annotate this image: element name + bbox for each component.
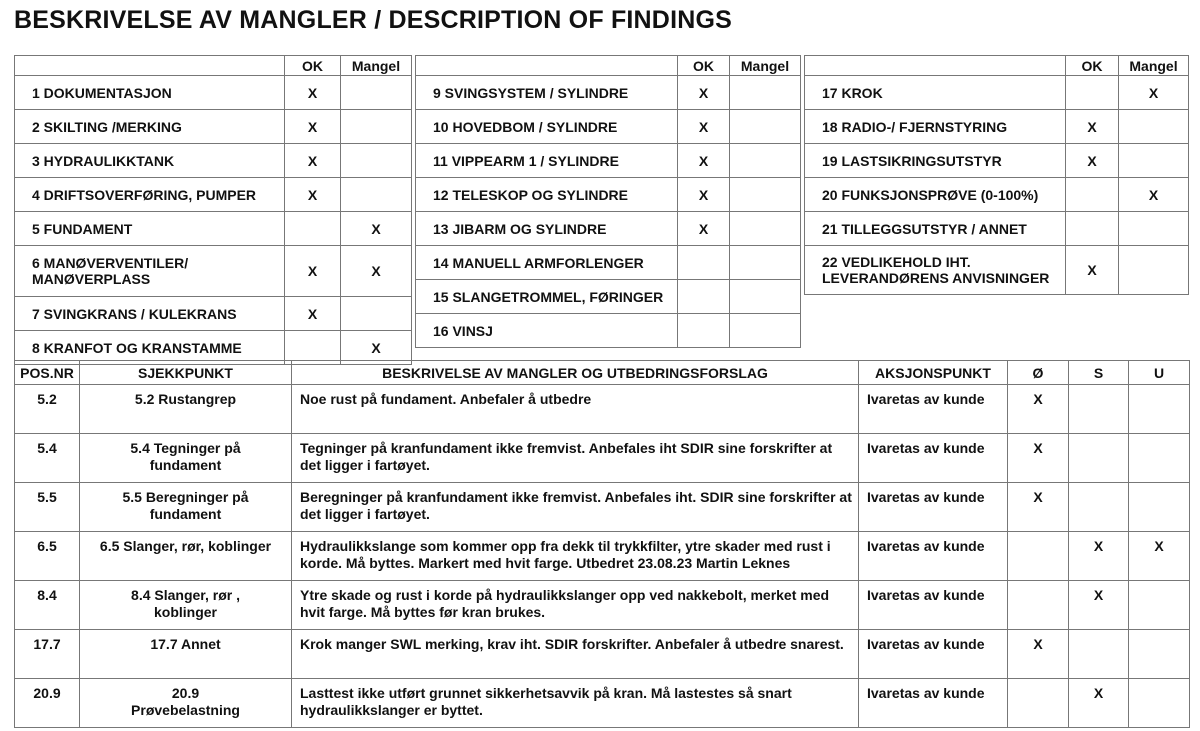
ok-mark (1066, 178, 1119, 212)
mangel-mark: X (341, 212, 412, 246)
checklist-item-label: 14 MANUELL ARMFORLENGER (416, 246, 678, 280)
mangel-mark (1119, 110, 1189, 144)
findings-table (14, 360, 1190, 728)
page-title: BESKRIVELSE AV MANGLER / DESCRIPTION OF FINDINGS (14, 6, 732, 34)
ok-mark: X (285, 76, 341, 110)
checklist-row (15, 76, 412, 110)
table-row (15, 679, 1190, 728)
checklist-row (805, 212, 1189, 246)
checklist-item-label: 21 TILLEGGSUTSTYR / ANNET (805, 212, 1066, 246)
finding-pos: 5.5 (15, 483, 80, 532)
finding-u-mark (1129, 679, 1190, 728)
finding-o-mark: X (1008, 434, 1069, 483)
mangel-mark (341, 144, 412, 178)
checklist-header-mangel: Mangel (341, 56, 412, 76)
finding-sjekkpunkt: 8.4 Slanger, rør , koblinger (80, 581, 292, 630)
finding-action: Ivaretas av kunde (859, 385, 1008, 434)
checklist-item-label: 22 VEDLIKEHOLD IHT. LEVERANDØRENS ANVISNINGER (805, 246, 1066, 295)
ok-mark: X (285, 144, 341, 178)
checklist-item-label: 1 DOKUMENTASJON (15, 76, 285, 110)
col-header-o: Ø (1008, 361, 1069, 385)
ok-mark: X (285, 246, 341, 297)
finding-s-mark (1069, 630, 1129, 679)
col-header-sjekkpunkt: SJEKKPUNKT (80, 361, 292, 385)
ok-mark (678, 246, 730, 280)
checklist-table-3 (804, 55, 1189, 295)
checklist-header-blank (805, 56, 1066, 76)
finding-o-mark (1008, 679, 1069, 728)
checklist-header-ok: OK (678, 56, 730, 76)
checklist-item-label: 4 DRIFTSOVERFØRING, PUMPER (15, 178, 285, 212)
checklist-header-blank (416, 56, 678, 76)
table-row (15, 532, 1190, 581)
ok-mark: X (285, 297, 341, 331)
checklist-item-label: 17 KROK (805, 76, 1066, 110)
mangel-mark (730, 314, 801, 348)
mangel-mark (341, 297, 412, 331)
finding-o-mark: X (1008, 483, 1069, 532)
finding-sjekkpunkt: 20.9 Prøvebelastning (80, 679, 292, 728)
finding-s-mark: X (1069, 679, 1129, 728)
finding-action: Ivaretas av kunde (859, 679, 1008, 728)
finding-s-mark (1069, 483, 1129, 532)
finding-action: Ivaretas av kunde (859, 532, 1008, 581)
mangel-mark (341, 76, 412, 110)
checklist-item-label: 18 RADIO-/ FJERNSTYRING (805, 110, 1066, 144)
mangel-mark: X (1119, 76, 1189, 110)
checklist-row (15, 110, 412, 144)
table-row (15, 483, 1190, 532)
checklist-header-ok: OK (1066, 56, 1119, 76)
finding-description: Krok manger SWL merking, krav iht. SDIR forskrifter. Anbefaler å utbedre snarest. (292, 630, 859, 679)
checklist-item-label: 19 LASTSIKRINGSUTSTYR (805, 144, 1066, 178)
checklist-row (416, 280, 801, 314)
mangel-mark (341, 110, 412, 144)
checklist-item-label: 20 FUNKSJONSPRØVE (0-100%) (805, 178, 1066, 212)
finding-u-mark (1129, 630, 1190, 679)
col-header-aksjon: AKSJONSPUNKT (859, 361, 1008, 385)
finding-pos: 20.9 (15, 679, 80, 728)
mangel-mark: X (1119, 178, 1189, 212)
mangel-mark (730, 212, 801, 246)
checklist-item-label: 13 JIBARM OG SYLINDRE (416, 212, 678, 246)
ok-mark (678, 314, 730, 348)
checklist-item-label: 8 KRANFOT OG KRANSTAMME (15, 331, 285, 365)
finding-action: Ivaretas av kunde (859, 483, 1008, 532)
checklist-item-label: 10 HOVEDBOM / SYLINDRE (416, 110, 678, 144)
col-header-s: S (1069, 361, 1129, 385)
checklist-item-label: 16 VINSJ (416, 314, 678, 348)
checklist-row (416, 246, 801, 280)
finding-o-mark: X (1008, 385, 1069, 434)
finding-action: Ivaretas av kunde (859, 630, 1008, 679)
finding-pos: 6.5 (15, 532, 80, 581)
ok-mark: X (285, 110, 341, 144)
checklist-row (416, 110, 801, 144)
checklist-row (416, 76, 801, 110)
col-header-u: U (1129, 361, 1190, 385)
checklist-row (416, 144, 801, 178)
mangel-mark (730, 178, 801, 212)
checklist-item-label: 7 SVINGKRANS / KULEKRANS (15, 297, 285, 331)
checklist-row (805, 110, 1189, 144)
checklist-row (805, 246, 1189, 295)
ok-mark: X (285, 178, 341, 212)
mangel-mark (730, 76, 801, 110)
checklist-table-2 (415, 55, 801, 348)
finding-s-mark (1069, 434, 1129, 483)
checklist-header-blank (15, 56, 285, 76)
mangel-mark (730, 110, 801, 144)
finding-sjekkpunkt: 5.2 Rustangrep (80, 385, 292, 434)
finding-description: Noe rust på fundament. Anbefaler å utbedre (292, 385, 859, 434)
checklist-header-mangel: Mangel (1119, 56, 1189, 76)
finding-s-mark: X (1069, 581, 1129, 630)
checklist-row (416, 178, 801, 212)
finding-pos: 5.4 (15, 434, 80, 483)
table-row (15, 581, 1190, 630)
checklist-item-label: 3 HYDRAULIKKTANK (15, 144, 285, 178)
finding-u-mark (1129, 385, 1190, 434)
table-row (15, 434, 1190, 483)
finding-action: Ivaretas av kunde (859, 434, 1008, 483)
finding-sjekkpunkt: 6.5 Slanger, rør, koblinger (80, 532, 292, 581)
checklist-row (805, 76, 1189, 110)
checklist-row (805, 178, 1189, 212)
finding-u-mark (1129, 483, 1190, 532)
finding-o-mark (1008, 532, 1069, 581)
col-header-beskrivelse: BESKRIVELSE AV MANGLER OG UTBEDRINGSFORSLAG (292, 361, 859, 385)
finding-s-mark: X (1069, 532, 1129, 581)
ok-mark: X (1066, 144, 1119, 178)
finding-u-mark: X (1129, 532, 1190, 581)
finding-action: Ivaretas av kunde (859, 581, 1008, 630)
checklist-row (15, 212, 412, 246)
table-row (15, 385, 1190, 434)
checklist-row (15, 178, 412, 212)
ok-mark: X (678, 144, 730, 178)
finding-description: Beregninger på kranfundament ikke fremvist. Anbefales iht. SDIR sine forskrifter at det ligger i fartøyet. (292, 483, 859, 532)
finding-u-mark (1129, 581, 1190, 630)
finding-o-mark: X (1008, 630, 1069, 679)
checklist-header-mangel: Mangel (730, 56, 801, 76)
checklist-item-label: 12 TELESKOP OG SYLINDRE (416, 178, 678, 212)
checklist-item-label: 15 SLANGETROMMEL, FØRINGER (416, 280, 678, 314)
mangel-mark (341, 178, 412, 212)
finding-pos: 5.2 (15, 385, 80, 434)
finding-description: Hydraulikkslange som kommer opp fra dekk til trykkfilter, ytre skader med rust i korde. Må byttes. Markert med hvit farge. Utbedret 23.08.23 Martin Leknes (292, 532, 859, 581)
ok-mark (1066, 212, 1119, 246)
mangel-mark: X (341, 246, 412, 297)
mangel-mark (1119, 212, 1189, 246)
mangel-mark (730, 144, 801, 178)
ok-mark (678, 280, 730, 314)
mangel-mark (730, 280, 801, 314)
ok-mark: X (678, 76, 730, 110)
finding-sjekkpunkt: 5.4 Tegninger på fundament (80, 434, 292, 483)
checklist-row (15, 246, 412, 297)
col-header-pos: POS.NR (15, 361, 80, 385)
table-row (15, 630, 1190, 679)
ok-mark: X (1066, 246, 1119, 295)
mangel-mark: X (341, 331, 412, 365)
checklist-item-label: 6 MANØVERVENTILER/ MANØVERPLASS (15, 246, 285, 297)
findings-header-row (15, 361, 1190, 385)
checklist-item-label: 2 SKILTING /MERKING (15, 110, 285, 144)
checklist-header-ok: OK (285, 56, 341, 76)
ok-mark: X (678, 110, 730, 144)
checklist-row (416, 314, 801, 348)
checklist-item-label: 11 VIPPEARM 1 / SYLINDRE (416, 144, 678, 178)
checklist-item-label: 9 SVINGSYSTEM / SYLINDRE (416, 76, 678, 110)
finding-s-mark (1069, 385, 1129, 434)
ok-mark (285, 212, 341, 246)
finding-pos: 17.7 (15, 630, 80, 679)
finding-description: Tegninger på kranfundament ikke fremvist. Anbefales iht SDIR sine forskrifter at det ligger i fartøyet. (292, 434, 859, 483)
finding-u-mark (1129, 434, 1190, 483)
mangel-mark (1119, 144, 1189, 178)
ok-mark: X (1066, 110, 1119, 144)
finding-description: Ytre skade og rust i korde på hydraulikkslanger opp ved nakkebolt, merket med hvit farge. Må byttes før kran brukes. (292, 581, 859, 630)
ok-mark: X (678, 178, 730, 212)
checklist-row (416, 212, 801, 246)
finding-sjekkpunkt: 17.7 Annet (80, 630, 292, 679)
mangel-mark (1119, 246, 1189, 295)
finding-o-mark (1008, 581, 1069, 630)
finding-description: Lasttest ikke utført grunnet sikkerhetsavvik på kran. Må lastestes så snart hydraulikkslanger er byttet. (292, 679, 859, 728)
checklist-row (15, 144, 412, 178)
ok-mark: X (678, 212, 730, 246)
finding-pos: 8.4 (15, 581, 80, 630)
ok-mark (1066, 76, 1119, 110)
checklist-row (805, 144, 1189, 178)
checklist-item-label: 5 FUNDAMENT (15, 212, 285, 246)
checklist-table-1 (14, 55, 412, 365)
checklist-row (15, 297, 412, 331)
finding-sjekkpunkt: 5.5 Beregninger på fundament (80, 483, 292, 532)
mangel-mark (730, 246, 801, 280)
